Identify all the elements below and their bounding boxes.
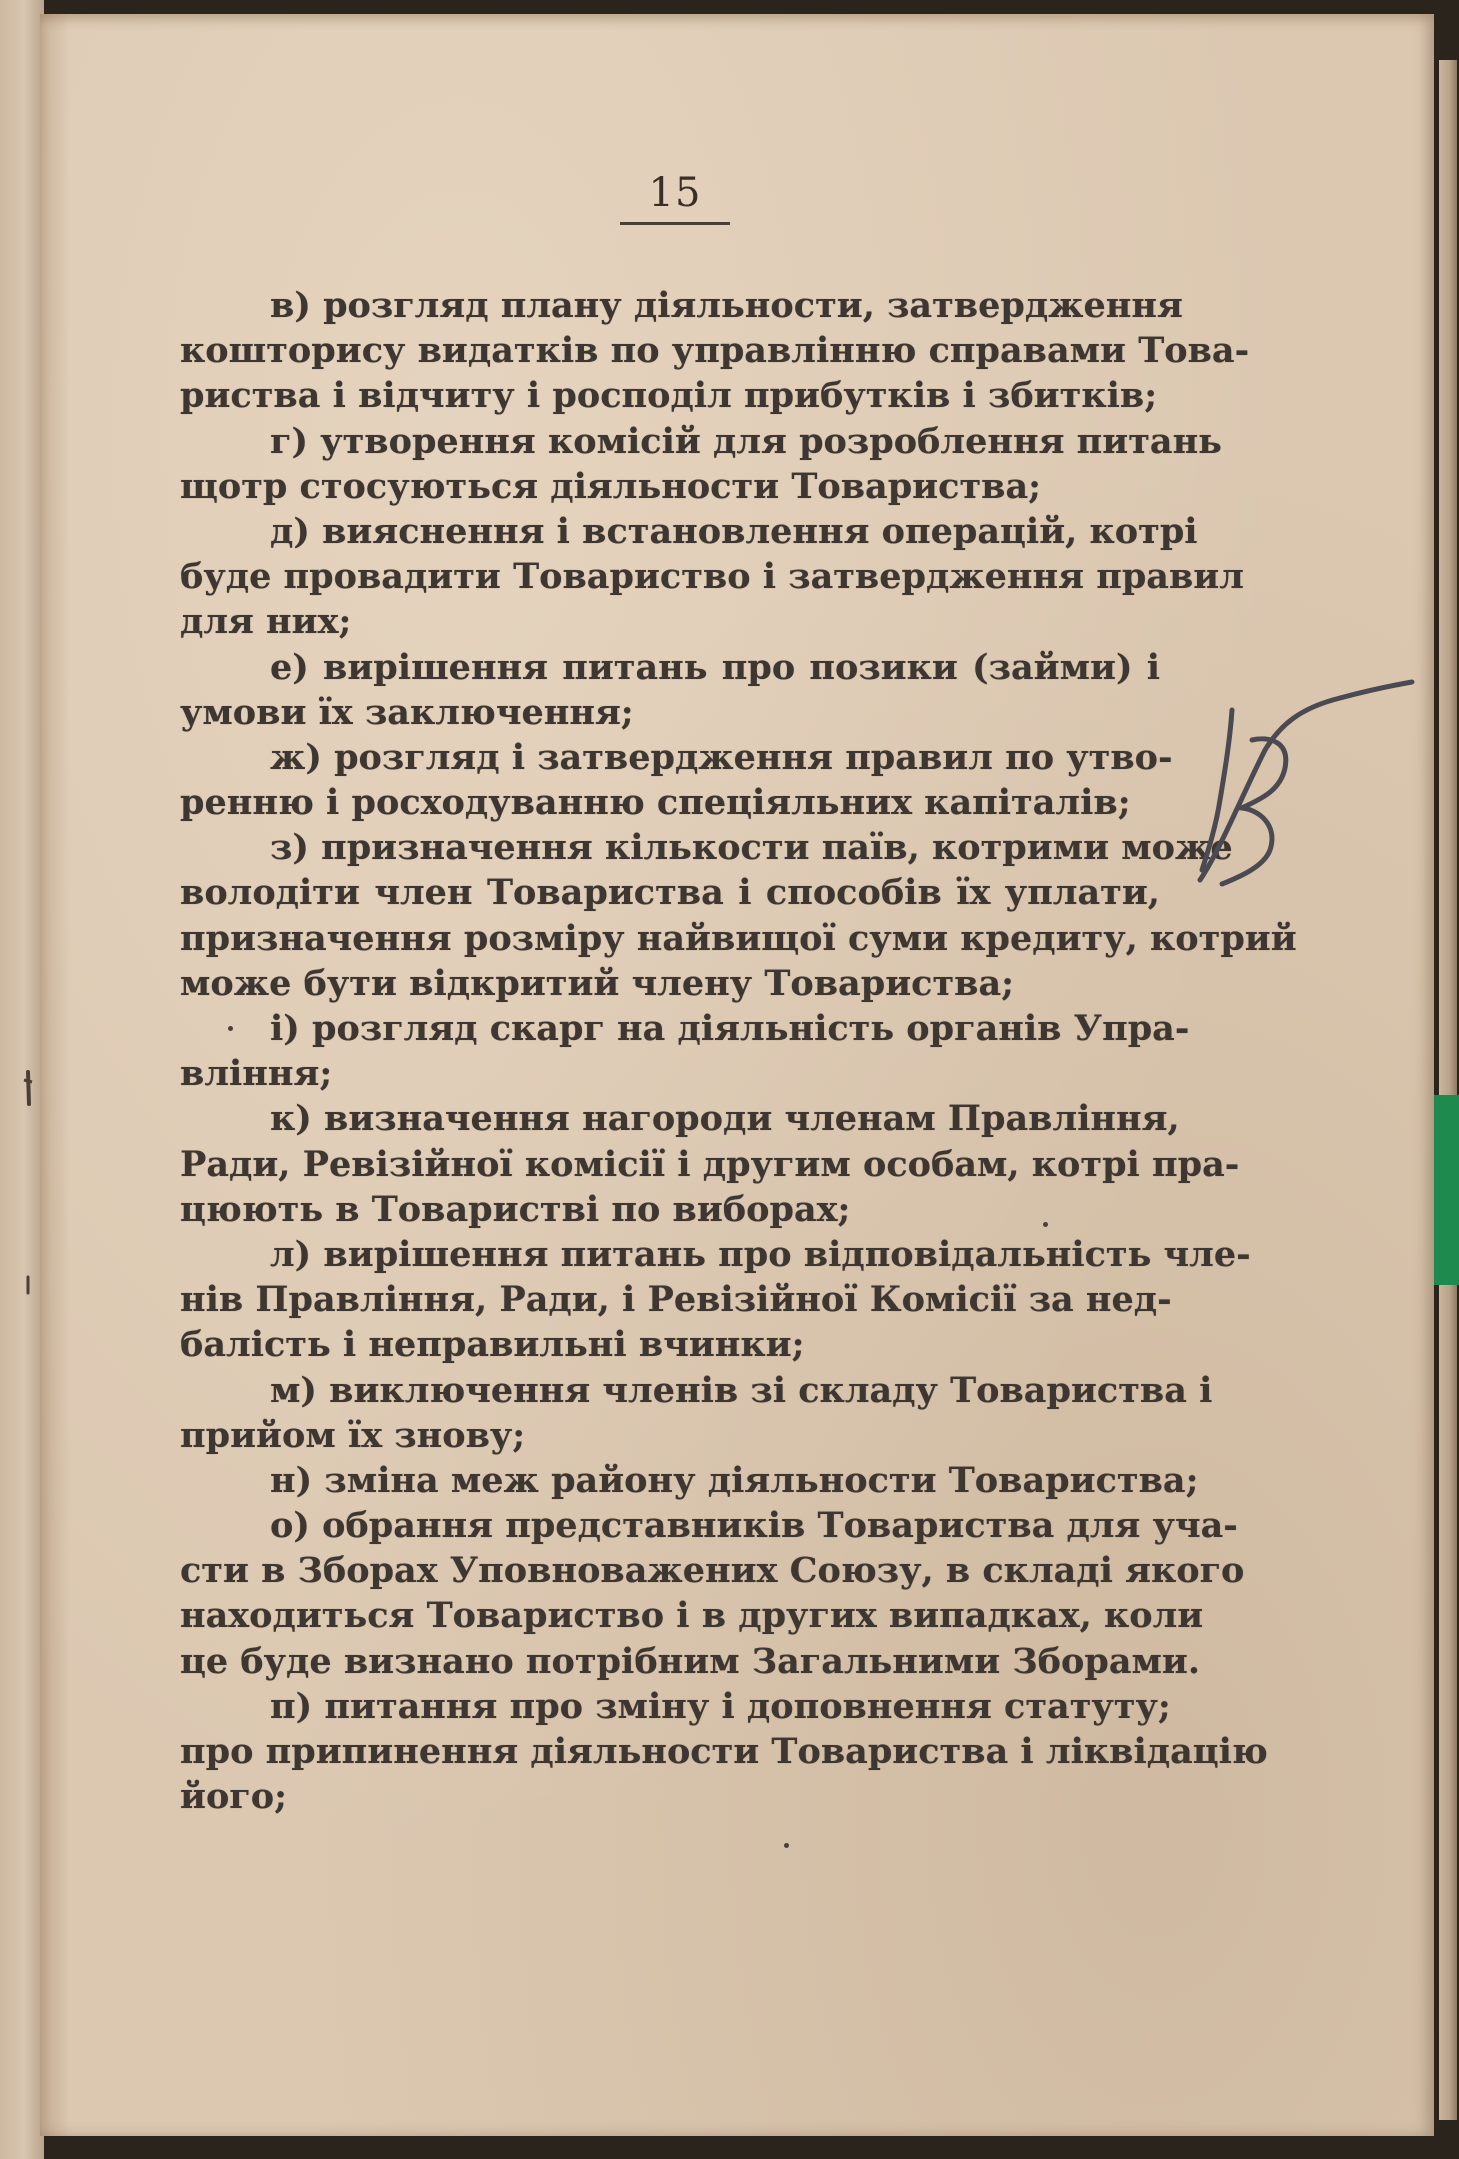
text-line: в) розгляд плану діяльности, затвердження [270, 285, 1183, 326]
page-number: 15 [648, 170, 702, 216]
text-line: з) призначення кількости паїв, котрими може [270, 827, 1233, 869]
text-line: н) зміна меж району діяльности Товариства; [270, 1459, 1199, 1501]
text-line: г) утворення комісій для розроблення питань [270, 420, 1222, 462]
green-bookmark-tab [1434, 1095, 1459, 1285]
text-line: прийом їх знову; [180, 1414, 526, 1456]
text-line: вління; [180, 1053, 333, 1095]
text-line: о) обрання представників Товариства для уча- [270, 1505, 1238, 1547]
page-number-underline [620, 222, 730, 225]
text-line: д) вияснення і встановлення операцій, котрі [270, 510, 1198, 552]
text-line: нів Правління, Ради, і Ревізійної Комісії за нед- [180, 1279, 1172, 1321]
text-line: для них; [180, 601, 352, 643]
text-line: л) вирішення питань про відповідальність чле- [270, 1233, 1251, 1275]
margin-ink-mark [22, 1070, 34, 1106]
text-line: щотр стосуються діяльности Товариства; [180, 465, 1042, 507]
text-line: Ради, Ревізійної комісії і другим особам, котрі пра- [180, 1143, 1240, 1185]
ink-speck [228, 1026, 233, 1031]
page-right-edge [1439, 60, 1457, 2120]
text-line: і) розгляд скарг на діяльність органів Упра- [270, 1008, 1190, 1049]
text-line: володіти член Товариства і способів їх уплати, [180, 872, 1160, 914]
text-line: може бути відкритий члену Товариства; [180, 962, 1015, 1004]
ink-speck [784, 1843, 789, 1848]
text-line: кошторису видатків по управлінню справами Това- [180, 330, 1250, 372]
text-line: умови їх заключення; [180, 691, 634, 733]
text-line: ренню і росходуванню спеціяльних капіталів; [180, 782, 1131, 824]
text-line: його; [180, 1776, 288, 1818]
text-line: е) вирішення питань про позики (займи) і [270, 646, 1160, 688]
text-line: буде провадити Товариство і затвердження правил [180, 556, 1244, 598]
text-line: м) виключення членів зі складу Товариства і [270, 1369, 1213, 1411]
margin-ink-mark [22, 1275, 34, 1311]
text-line: ж) розгляд і затвердження правил по утво- [270, 736, 1173, 778]
text-line: риства і відчиту і росподіл прибутків і збитків; [180, 375, 1158, 417]
pencil-checkmark-15-icon [1180, 680, 1420, 940]
text-line: находиться Товариство і в других випадках, коли [180, 1595, 1204, 1637]
text-line: п) питання про зміну і доповнення статуту; [270, 1685, 1171, 1727]
text-line: це буде визнано потрібним Загальними Зборами. [180, 1640, 1201, 1682]
text-line: цюють в Товаристві по виборах; [180, 1188, 851, 1230]
body-text [180, 283, 1297, 1819]
text-line: балість і неправильні вчинки; [180, 1324, 805, 1366]
text-line: к) визначення нагороди членам Правління, [270, 1098, 1180, 1140]
ink-speck [1043, 1222, 1048, 1227]
text-line: сти в Зборах Уповноважених Союзу, в складі якого [180, 1550, 1245, 1592]
text-line: про припинення діяльности Товариства і ліквідацію [180, 1731, 1268, 1772]
text-line: призначення розміру найвищої суми кредиту, котрий [180, 917, 1297, 959]
